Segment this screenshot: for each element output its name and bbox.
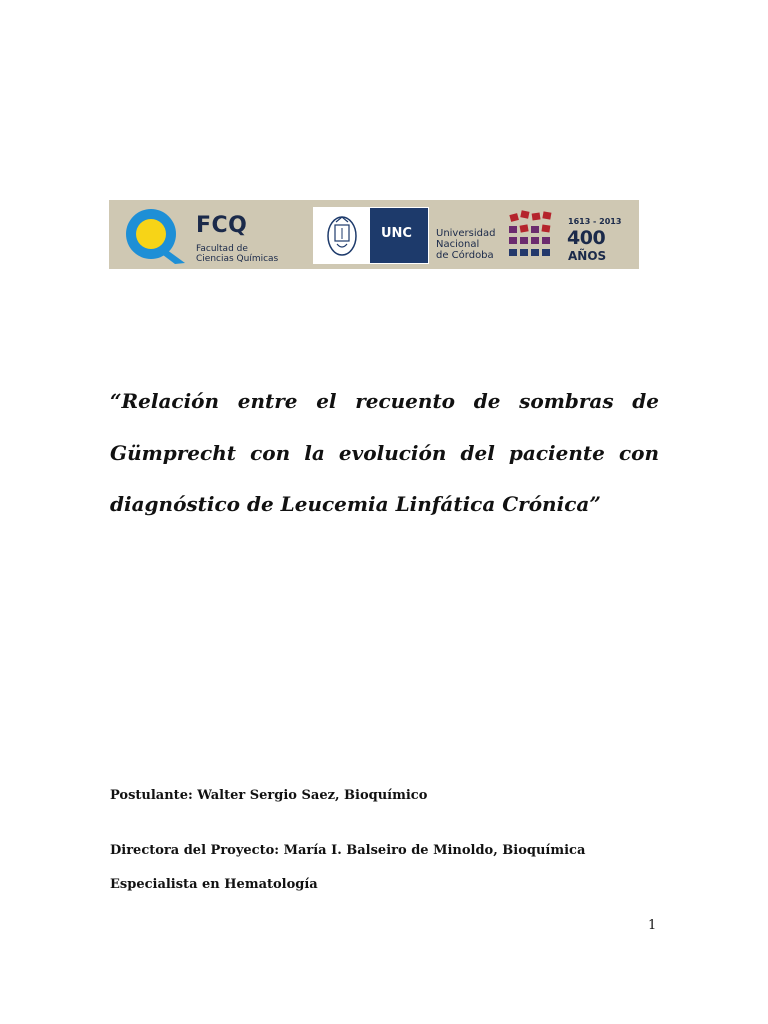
fcq-subtitle-line: Facultad de: [196, 244, 248, 254]
fcq-subtitle: [196, 244, 278, 264]
university-name-line: Universidad: [436, 228, 496, 239]
page-number: 1: [648, 918, 657, 933]
document-title: “Relación entre el recuento de sombras de Gümprecht con la evolución del paciente con diagnóstico de Leucemia Linfática Crónica”: [110, 389, 659, 516]
fcq-subtitle-line: Ciencias Químicas: [196, 254, 279, 264]
directora-line: Directora del Proyecto: María I. Balseiro de Minoldo, Bioquímica Especialista en Hematología: [110, 843, 586, 892]
logo-banner: [109, 200, 639, 269]
unc-seal-icon: [314, 208, 370, 263]
university-name-line: de Córdoba: [436, 250, 494, 261]
fcq-title: FCQ: [196, 213, 248, 238]
university-name: [436, 228, 495, 261]
postulante-line: Postulante: Walter Sergio Saez, Bioquímico: [110, 788, 428, 803]
fcq-logo-icon: [123, 207, 187, 265]
unc-logo: [313, 207, 429, 264]
anniversary-number: 400: [567, 227, 606, 249]
university-name-line: Nacional: [436, 239, 480, 250]
unc-seal: [314, 208, 370, 263]
unc-label: UNC: [381, 226, 412, 241]
anniversary-word: AÑOS: [568, 249, 607, 263]
anniversary-years: 1613 - 2013: [568, 217, 622, 226]
anniversary-blocks-icon: [507, 210, 555, 262]
